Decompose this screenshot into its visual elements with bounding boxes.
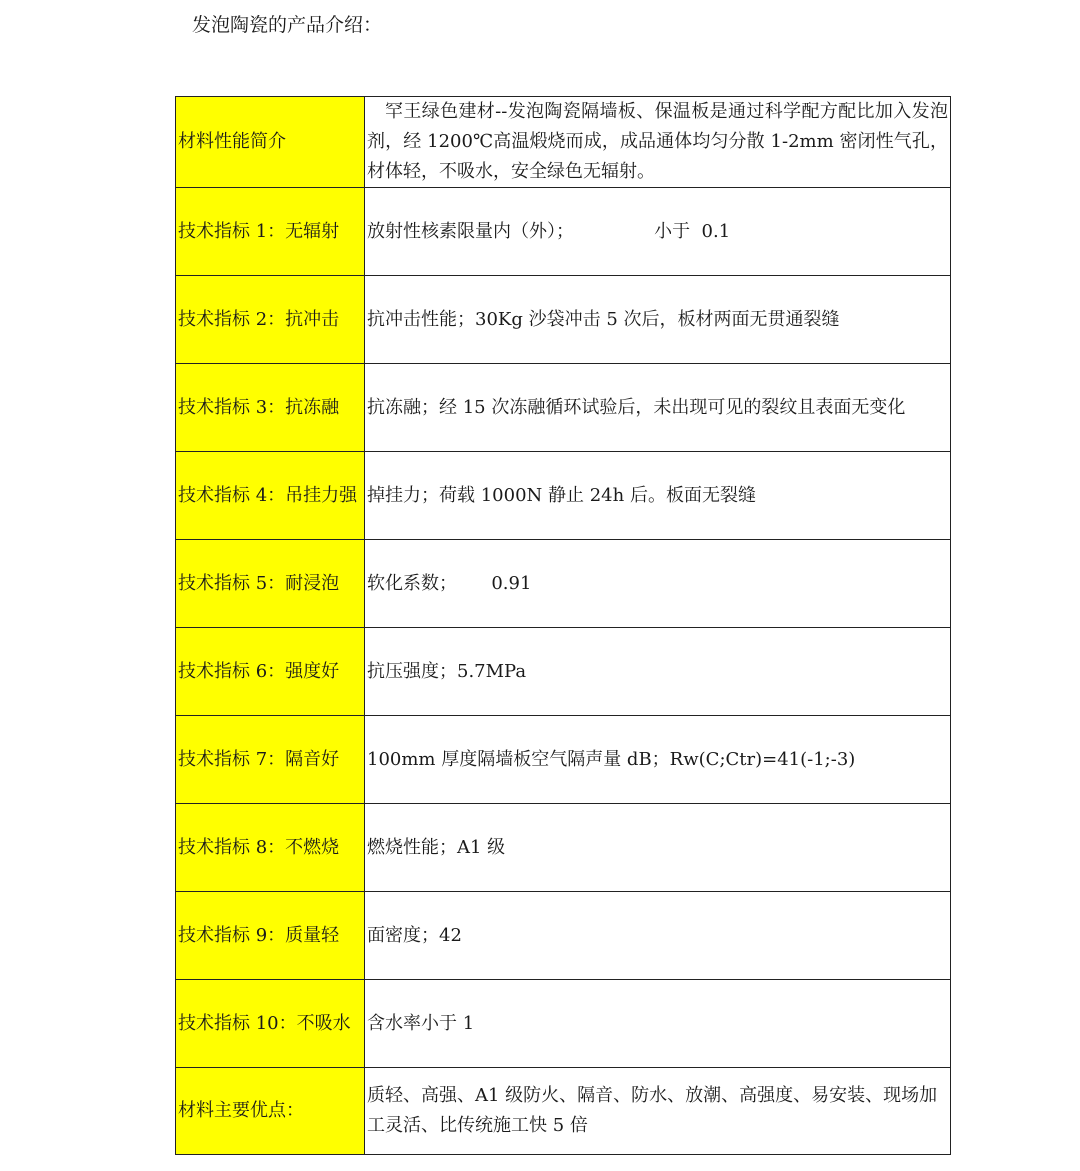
- table-row: [176, 804, 951, 892]
- row-value: 抗压强度；5.7MPa: [365, 628, 951, 716]
- product-spec-table: [175, 96, 951, 1155]
- material-intro-text: 罕王绿色建材--发泡陶瓷隔墙板、保温板是通过科学配方配比加入发泡剂，经 1200℃高温煅烧而成，成品通体均匀分散 1-2mm 密闭性气孔，材体轻，不吸水，安全绿色无辐射。: [367, 101, 948, 182]
- row-label: 技术指标 3：抗冻融: [176, 364, 365, 452]
- row-value: 放射性核素限量内（外）； 小于 0.1: [365, 188, 951, 276]
- row-value: 抗冻融；经 15 次冻融循环试验后，未出现可见的裂纹且表面无变化: [365, 364, 951, 452]
- row-value: 含水率小于 1: [365, 980, 951, 1068]
- table-row: [176, 452, 951, 540]
- table-row: [176, 540, 951, 628]
- row-label: 材料性能简介: [176, 97, 365, 188]
- row-value: [365, 97, 951, 188]
- table-row: [176, 276, 951, 364]
- row-label: 技术指标 7：隔音好: [176, 716, 365, 804]
- row-value: 掉挂力；荷载 1000N 静止 24h 后。板面无裂缝: [365, 452, 951, 540]
- row-value: 质轻、高强、A1 级防火、隔音、防水、放潮、高强度、易安装、现场加工灵活、比传统施工快 5 倍: [365, 1068, 951, 1155]
- table-row: [176, 97, 951, 188]
- table-row: [176, 364, 951, 452]
- table-row: [176, 188, 951, 276]
- row-value: 燃烧性能；A1 级: [365, 804, 951, 892]
- row-label: 技术指标 8：不燃烧: [176, 804, 365, 892]
- row-value: 软化系数； 0.91: [365, 540, 951, 628]
- table-row: [176, 980, 951, 1068]
- row-label: 技术指标 1：无辐射: [176, 188, 365, 276]
- row-value: 面密度；42: [365, 892, 951, 980]
- table-row: [176, 716, 951, 804]
- row-value: 100mm 厚度隔墙板空气隔声量 dB；Rw(C;Ctr)=41(-1;-3): [365, 716, 951, 804]
- row-label: 技术指标 10：不吸水: [176, 980, 365, 1068]
- row-label: 材料主要优点：: [176, 1068, 365, 1155]
- document-title: 发泡陶瓷的产品介绍：: [192, 14, 383, 36]
- table-row: [176, 1068, 951, 1155]
- row-label: 技术指标 2：抗冲击: [176, 276, 365, 364]
- row-label: 技术指标 5：耐浸泡: [176, 540, 365, 628]
- table-row: [176, 628, 951, 716]
- row-label: 技术指标 4：吊挂力强: [176, 452, 365, 540]
- row-label: 技术指标 9：质量轻: [176, 892, 365, 980]
- row-value: 抗冲击性能；30Kg 沙袋冲击 5 次后，板材两面无贯通裂缝: [365, 276, 951, 364]
- table-row: [176, 892, 951, 980]
- row-label: 技术指标 6：强度好: [176, 628, 365, 716]
